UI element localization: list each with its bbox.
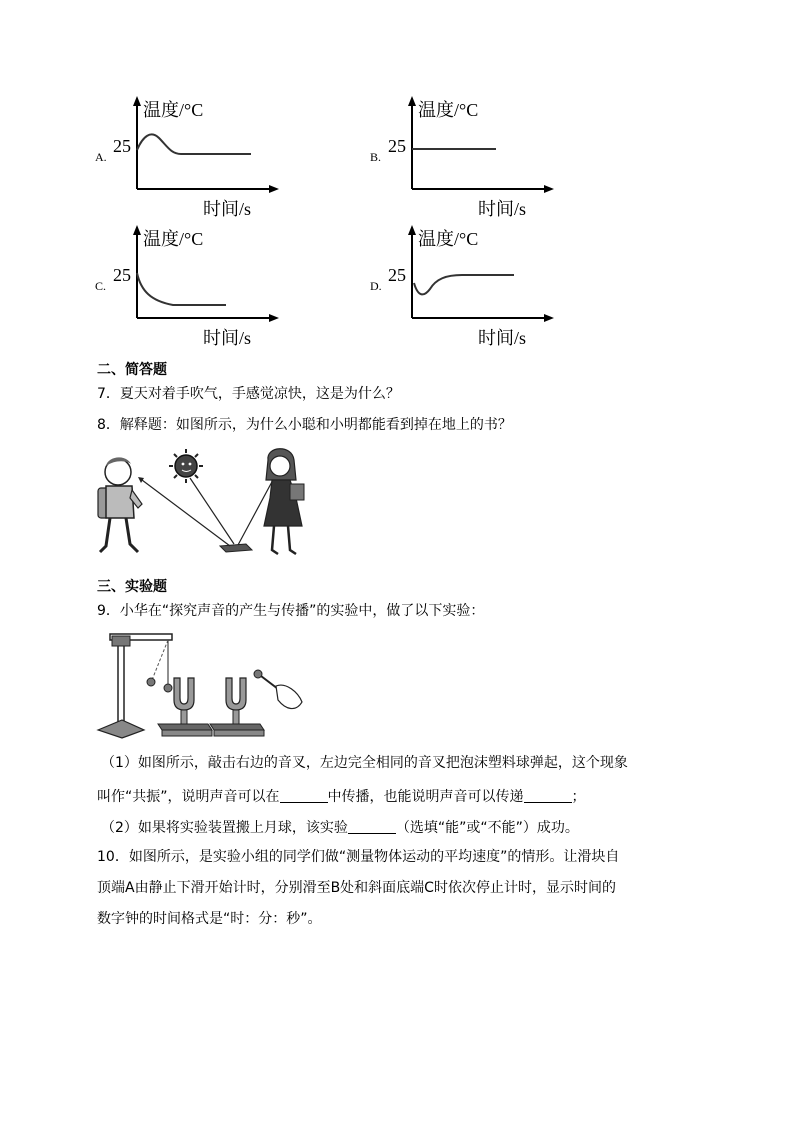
question-9-part-2 bbox=[101, 817, 579, 837]
curve-a bbox=[137, 134, 251, 154]
plot-c bbox=[95, 221, 295, 331]
tick-25-b: 25 bbox=[388, 136, 406, 156]
option-label-c: C. bbox=[95, 279, 107, 293]
section-heading-short-answer: 二、简答题 bbox=[97, 362, 167, 378]
swing-path bbox=[152, 640, 168, 680]
option-label-b: B. bbox=[370, 150, 382, 164]
q9-1-text-middle: 中传播，也能说明声音可以传递 bbox=[327, 789, 524, 805]
graph-b bbox=[370, 92, 600, 227]
blank-moon[interactable] bbox=[348, 819, 396, 834]
x-arrow-c bbox=[269, 314, 279, 322]
curve-d bbox=[414, 275, 514, 294]
boy-figure bbox=[98, 457, 142, 552]
foam-ball-rest bbox=[147, 678, 155, 686]
blank-medium[interactable] bbox=[280, 788, 328, 803]
right-tuning-fork bbox=[210, 678, 264, 736]
tick-25-a: 25 bbox=[113, 136, 131, 156]
question-9: 9．小华在“探究声音的产生与传播”的实验中，做了以下实验： bbox=[97, 603, 485, 619]
question-10-line-3: 数字钟的时间格式是“时：分：秒”。 bbox=[97, 911, 322, 927]
question-9-part-1-line-2 bbox=[97, 786, 586, 806]
book-reflection-illustration bbox=[96, 446, 311, 564]
iron-stand bbox=[98, 634, 172, 738]
y-axis-label-d: 温度/°C bbox=[418, 229, 479, 249]
y-arrow-b bbox=[408, 96, 416, 106]
plot-a bbox=[95, 92, 295, 202]
question-7: 7．夏天对着手吹气，手感觉凉快，这是为什么？ bbox=[97, 386, 400, 402]
q9-1-text-end: ； bbox=[571, 789, 586, 805]
y-axis-label-c: 温度/°C bbox=[143, 229, 204, 249]
graph-a bbox=[95, 92, 325, 227]
option-label-d: D. bbox=[370, 279, 382, 293]
question-8: 8．解释题：如图所示，为什么小聪和小明都能看到掉在地上的书？ bbox=[97, 417, 512, 433]
x-arrow-a bbox=[269, 185, 279, 193]
question-10-line-1: 10．如图所示，是实验小组的同学们做“测量物体运动的平均速度”的情形。让滑块自 bbox=[97, 849, 620, 865]
q9-2-text-end: （选填“能”或“不能”）成功。 bbox=[395, 820, 579, 836]
q9-1-text-start: 叫作“共振”，说明声音可以在 bbox=[97, 789, 280, 805]
plot-d bbox=[370, 221, 570, 331]
y-arrow-a bbox=[133, 96, 141, 106]
plot-b bbox=[370, 92, 570, 202]
tick-25-c: 25 bbox=[113, 265, 131, 285]
y-axis-label-b: 温度/°C bbox=[418, 100, 479, 120]
graph-c bbox=[95, 221, 325, 356]
light-ray-sun-to-book bbox=[190, 478, 234, 544]
x-axis-label-b: 时间/s bbox=[478, 199, 527, 219]
q9-2-text-start: （2）如果将实验装置搬上月球，该实验 bbox=[101, 820, 348, 836]
y-arrow-c bbox=[133, 225, 141, 235]
book-figure bbox=[220, 544, 252, 552]
blank-transmit[interactable] bbox=[524, 788, 572, 803]
foam-ball-touch bbox=[164, 684, 172, 692]
girl-figure bbox=[264, 449, 304, 554]
curve-c bbox=[137, 273, 226, 305]
reflected-ray-to-boy bbox=[142, 480, 230, 546]
x-axis-label-d: 时间/s bbox=[478, 328, 527, 348]
section-heading-experiment: 三、实验题 bbox=[97, 579, 167, 595]
rubber-mallet-hand bbox=[254, 670, 302, 709]
x-axis-label-c: 时间/s bbox=[203, 328, 252, 348]
y-arrow-d bbox=[408, 225, 416, 235]
question-9-part-1-line-1: （1）如图所示，敲击右边的音叉，左边完全相同的音叉把泡沫塑料球弹起，这个现象 bbox=[101, 755, 628, 771]
x-arrow-b bbox=[544, 185, 554, 193]
x-axis-label-a: 时间/s bbox=[203, 199, 252, 219]
graph-d bbox=[370, 221, 600, 356]
x-arrow-d bbox=[544, 314, 554, 322]
y-axis-label-a: 温度/°C bbox=[143, 100, 204, 120]
option-label-a: A. bbox=[95, 150, 107, 164]
sun-figure bbox=[169, 449, 203, 483]
tick-25-d: 25 bbox=[388, 265, 406, 285]
tuning-fork-apparatus bbox=[96, 630, 306, 742]
question-10-line-2: 顶端A由静止下滑开始计时，分别滑至B处和斜面底端C时依次停止计时，显示时间的 bbox=[97, 880, 616, 896]
